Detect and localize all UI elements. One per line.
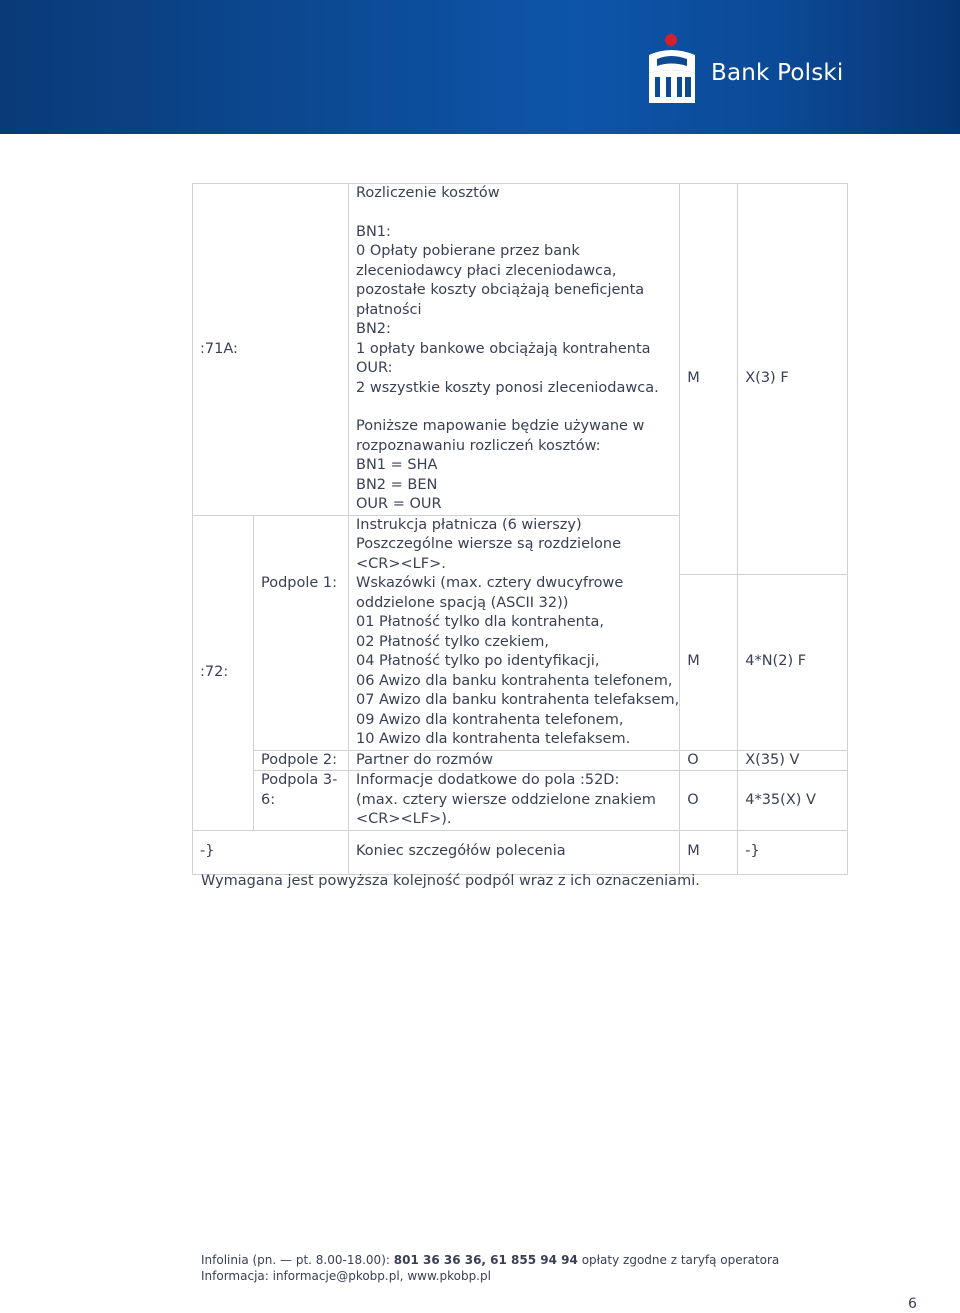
desc-line: BN1 = SHA (356, 457, 438, 473)
status-72-p36: O (680, 771, 738, 831)
desc-line: pozostałe koszty obciążają beneficjenta (356, 282, 645, 298)
desc-line: rozpoznawaniu rozliczeń kosztów: (356, 437, 601, 454)
desc-line: oddzielone spacją (ASCII 32)) (356, 594, 569, 611)
description-71a (349, 184, 680, 516)
hotline-suffix: opłaty zgodne z taryfą operatora (581, 1253, 780, 1267)
label-podpole-2: Podpole 2: (254, 750, 349, 771)
desc-line: 04 Płatność tylko po identyfikacji, (356, 653, 600, 669)
label-line: 6: (261, 791, 276, 808)
desc-line: 06 Awizo dla banku kontrahenta telefonem, (356, 672, 673, 689)
desc-line: (max. cztery wiersze oddzielone znakiem (356, 791, 656, 808)
status-end: M (680, 830, 738, 874)
tag-72: :72: (193, 515, 254, 830)
desc-line: 09 Awizo dla kontrahenta telefonem, (356, 711, 624, 728)
format-72-p2: X(35) V (738, 750, 848, 771)
description-72-p2: Partner do rozmów (349, 750, 680, 771)
page-footer (201, 1252, 779, 1284)
status-72-p2: O (680, 750, 738, 771)
field-spec-table (192, 183, 848, 875)
desc-line: <CR><LF>. (356, 555, 446, 572)
empty-cell (254, 515, 349, 574)
description-72-p36 (349, 771, 680, 831)
status-71a: M (680, 184, 738, 575)
desc-line: Instrukcja płatnicza (6 wierszy) (356, 516, 582, 533)
tag-end: -} (193, 830, 349, 874)
desc-line: BN2 = BEN (356, 476, 438, 493)
hotline-line (201, 1252, 779, 1268)
format-end: -} (738, 830, 848, 874)
pko-logo-icon (645, 33, 705, 105)
description-72-intro (349, 515, 680, 574)
hotline-numbers: 801 36 36 36, 61 855 94 94 (393, 1253, 578, 1267)
table-row-72-p1 (193, 574, 848, 750)
table-row-72-p2 (193, 750, 848, 771)
desc-line: BN1: (356, 223, 391, 240)
desc-line: 07 Awizo dla banku kontrahenta telefaksem, (356, 692, 680, 708)
desc-line: Poszczególne wiersze są rozdzielone (356, 536, 622, 552)
desc-line: 01 Płatność tylko dla kontrahenta, (356, 614, 605, 630)
label-podpola-3-6 (254, 771, 349, 831)
desc-line: 2 wszystkie koszty ponosi zleceniodawca. (356, 379, 659, 396)
desc-line: 10 Awizo dla kontrahenta telefaksem. (356, 731, 631, 747)
desc-line: Poniższe mapowanie będzie używane w (356, 418, 645, 434)
tag-71a: :71A: (193, 184, 349, 516)
description-72-p1 (349, 574, 680, 750)
desc-line: 02 Płatność tylko czekiem, (356, 633, 549, 650)
desc-line: OUR: (356, 360, 393, 376)
status-72-p1: M (680, 574, 738, 750)
table-row-72-p36 (193, 771, 848, 831)
format-72-p1: 4*N(2) F (738, 574, 848, 750)
desc-line: BN2: (356, 321, 391, 337)
desc-line: <CR><LF>). (356, 811, 452, 827)
desc-line: zleceniodawcy płaci zleceniodawca, (356, 262, 617, 279)
desc-spacer (356, 204, 679, 223)
desc-spacer (356, 398, 679, 417)
order-note: Wymagana jest powyższa kolejność podpól wraz z ich oznaczeniami. (201, 873, 700, 889)
desc-line: 0 Opłaty pobierane przez bank (356, 243, 580, 259)
brand-name: Bank Polski (711, 60, 844, 86)
desc-line: Wskazówki (max. cztery dwucyfrowe (356, 575, 624, 591)
desc-line: Informacje dodatkowe do pola :52D: (356, 772, 620, 788)
table-row-71a (193, 184, 848, 516)
contact-line: Informacja: informacje@pkobp.pl, www.pkobp.pl (201, 1269, 491, 1283)
label-podpole-1: Podpole 1: (254, 574, 349, 750)
hotline-label: Infolinia (pn. — pt. 8.00-18.00): (201, 1253, 390, 1267)
table-row-end (193, 830, 848, 874)
page-header (0, 0, 960, 134)
format-71a: X(3) F (738, 184, 848, 575)
page-number: 6 (908, 1296, 917, 1312)
description-end: Koniec szczegółów polecenia (349, 830, 680, 874)
desc-line: 1 opłaty bankowe obciążają kontrahenta (356, 340, 651, 357)
desc-line: Rozliczenie kosztów (356, 185, 500, 201)
format-72-p36: 4*35(X) V (738, 771, 848, 831)
desc-line: płatności (356, 301, 422, 318)
desc-line: OUR = OUR (356, 496, 442, 512)
label-line: Podpola 3- (261, 772, 338, 788)
